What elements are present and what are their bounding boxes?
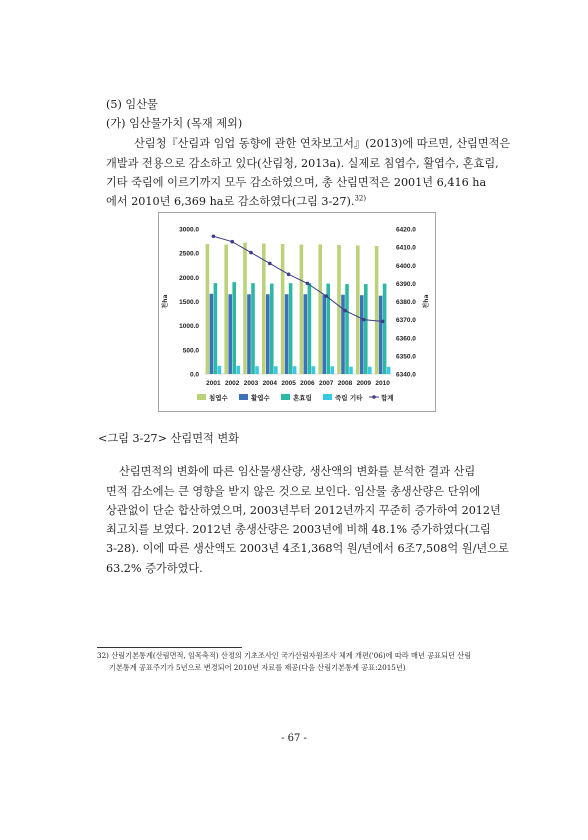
total-point xyxy=(268,262,272,266)
bar xyxy=(312,366,316,374)
bar xyxy=(293,366,297,374)
footnote-rule xyxy=(97,647,242,648)
bar xyxy=(304,294,308,374)
right-axis-tick-label: 6400.0 xyxy=(396,262,416,270)
left-axis-tick-label: 500.0 xyxy=(182,347,199,355)
section-heading: (5) 임산물 xyxy=(106,98,158,111)
right-axis-tick-label: 6420.0 xyxy=(396,226,416,234)
x-tick-label: 2002 xyxy=(224,380,240,387)
x-tick-label: 2006 xyxy=(300,380,315,387)
total-point xyxy=(381,320,385,324)
x-tick-label: 2009 xyxy=(356,380,372,387)
paragraph-line: 개발과 전용으로 감소하고 있다(산림청, 2013a). 실제로 침엽수, 활엽수, 혼효림, xyxy=(106,157,499,170)
bar xyxy=(330,366,334,374)
x-tick-label: 2005 xyxy=(281,380,296,387)
bar xyxy=(356,245,360,374)
paragraph-line xyxy=(106,193,366,209)
total-point xyxy=(230,240,234,244)
x-tick-label: 2001 xyxy=(206,380,221,387)
bar xyxy=(308,283,312,374)
total-point xyxy=(249,251,253,255)
bar xyxy=(337,245,341,374)
x-tick-label: 2008 xyxy=(337,380,353,387)
bar xyxy=(251,283,255,374)
paragraph-line: 최고치를 보였다. 2012년 총생산량은 2003년에 비해 48.1% 증가하였다(그림 xyxy=(106,523,491,536)
bar xyxy=(375,246,379,374)
paragraph-line: 산림면적의 변화에 따른 임산물생산량, 생산액의 변화를 분석한 결과 산림 xyxy=(119,465,476,478)
legend-swatch xyxy=(239,394,248,400)
paragraph-line: 기타 죽림에 이르기까지 모두 감소하였으며, 총 산림면적은 2001년 6,416 ha xyxy=(106,176,487,189)
left-axis-label: 천ha xyxy=(162,294,169,309)
left-axis-tick-label: 2500.0 xyxy=(179,250,199,258)
legend-swatch xyxy=(281,394,290,400)
paragraph-text: 에서 2010년 6,369 ha로 감소하였다(그림 3-27). xyxy=(106,195,355,208)
paragraph-line: 산림청『산림과 임업 동향에 관한 연차보고서』(2013)에 따르면, 산림면적은 xyxy=(134,137,511,150)
footnote-line: 기본통계 공표주기가 5년으로 변경되어 2010년 자료를 제공(다음 산림기본통계 공표:2015년) xyxy=(109,663,406,672)
bar xyxy=(379,296,383,374)
chart-frame xyxy=(159,213,436,412)
legend-marker xyxy=(372,395,376,399)
left-axis-tick-label: 0.0 xyxy=(189,371,199,379)
left-axis-tick-label: 3000.0 xyxy=(179,226,199,234)
footnote-line: 32) 산림기본통계(산림면적, 임목축적) 산정의 기초조사인 국가산림자원조사 체계 개편('06)에 따라 매년 공표되던 산림 xyxy=(97,651,472,660)
x-tick-label: 2010 xyxy=(375,380,390,387)
legend-label: 합계 xyxy=(381,394,394,402)
bar xyxy=(285,294,289,374)
bar xyxy=(281,244,285,374)
left-axis-tick-label: 2000.0 xyxy=(179,274,199,282)
x-tick-label: 2004 xyxy=(262,380,278,387)
footnote-ref: 32) xyxy=(354,194,367,203)
legend-label: 침엽수 xyxy=(209,394,228,402)
paragraph-line: 63.2% 증가하였다. xyxy=(106,562,203,575)
right-axis-tick-label: 6350.0 xyxy=(396,353,416,361)
right-axis-tick-label: 6390.0 xyxy=(396,280,416,288)
right-axis-tick-label: 6340.0 xyxy=(396,371,416,379)
x-tick-label: 2007 xyxy=(318,380,334,387)
legend-swatch xyxy=(323,394,332,400)
bar xyxy=(318,244,322,374)
bar xyxy=(206,244,210,374)
bar xyxy=(274,366,278,374)
left-axis-tick-label: 1000.0 xyxy=(179,323,199,331)
bar xyxy=(243,243,247,374)
section-subheading: (가) 임산물가치 (목재 제외) xyxy=(106,117,243,130)
bar xyxy=(289,283,293,374)
paragraph-line: 상관없이 단순 합산하였으며, 2003년부터 2012년까지 꾸준히 증가하여 2012년 xyxy=(106,504,501,517)
bar xyxy=(322,295,326,374)
bar xyxy=(364,284,368,374)
bar xyxy=(236,366,240,374)
figure-caption: <그림 3-27> 산림면적 변화 xyxy=(98,432,240,445)
bar xyxy=(255,366,259,374)
total-point xyxy=(287,273,291,277)
bar xyxy=(270,284,274,374)
total-point xyxy=(212,234,216,238)
bar xyxy=(387,367,391,374)
right-axis-tick-label: 6370.0 xyxy=(396,317,416,325)
total-point xyxy=(343,309,347,313)
total-point xyxy=(306,282,310,286)
legend-label: 활엽수 xyxy=(251,394,270,402)
right-axis-tick-label: 6360.0 xyxy=(396,335,416,343)
legend-swatch xyxy=(197,394,206,400)
bar xyxy=(232,282,236,374)
bar xyxy=(300,244,304,374)
bar xyxy=(224,244,228,374)
bar xyxy=(266,294,270,374)
total-point xyxy=(362,318,366,322)
bar xyxy=(345,284,349,374)
legend-label: 혼효림 xyxy=(293,394,312,402)
paragraph-line: 면적 감소에는 큰 영향을 받지 않은 것으로 보인다. 임산물 총생산량은 단위에 xyxy=(106,485,481,498)
paragraph-line: 3-28). 이에 따른 생산액도 2003년 4조1,368억 원/년에서 6조7,508억 원/년으로 xyxy=(106,542,509,555)
legend-label: 죽림 기타 xyxy=(335,394,363,402)
bar xyxy=(214,283,218,374)
page-number: - 67 - xyxy=(281,733,307,744)
total-point xyxy=(324,294,328,298)
bar xyxy=(360,295,364,374)
right-axis-tick-label: 6410.0 xyxy=(396,244,416,252)
bar xyxy=(349,367,353,374)
chart-svg xyxy=(158,212,436,412)
bar xyxy=(210,294,214,374)
bar xyxy=(247,294,251,374)
left-axis-tick-label: 1500.0 xyxy=(179,299,199,306)
x-tick-label: 2003 xyxy=(243,380,259,387)
right-axis-label: 천ha xyxy=(423,294,430,309)
bar xyxy=(262,244,266,375)
right-axis-tick-label: 6380.0 xyxy=(396,299,416,306)
bar xyxy=(368,367,372,374)
bar xyxy=(383,284,387,374)
bar xyxy=(341,295,345,374)
bar xyxy=(218,366,222,374)
forest-area-chart xyxy=(158,212,436,412)
bar xyxy=(228,294,232,374)
